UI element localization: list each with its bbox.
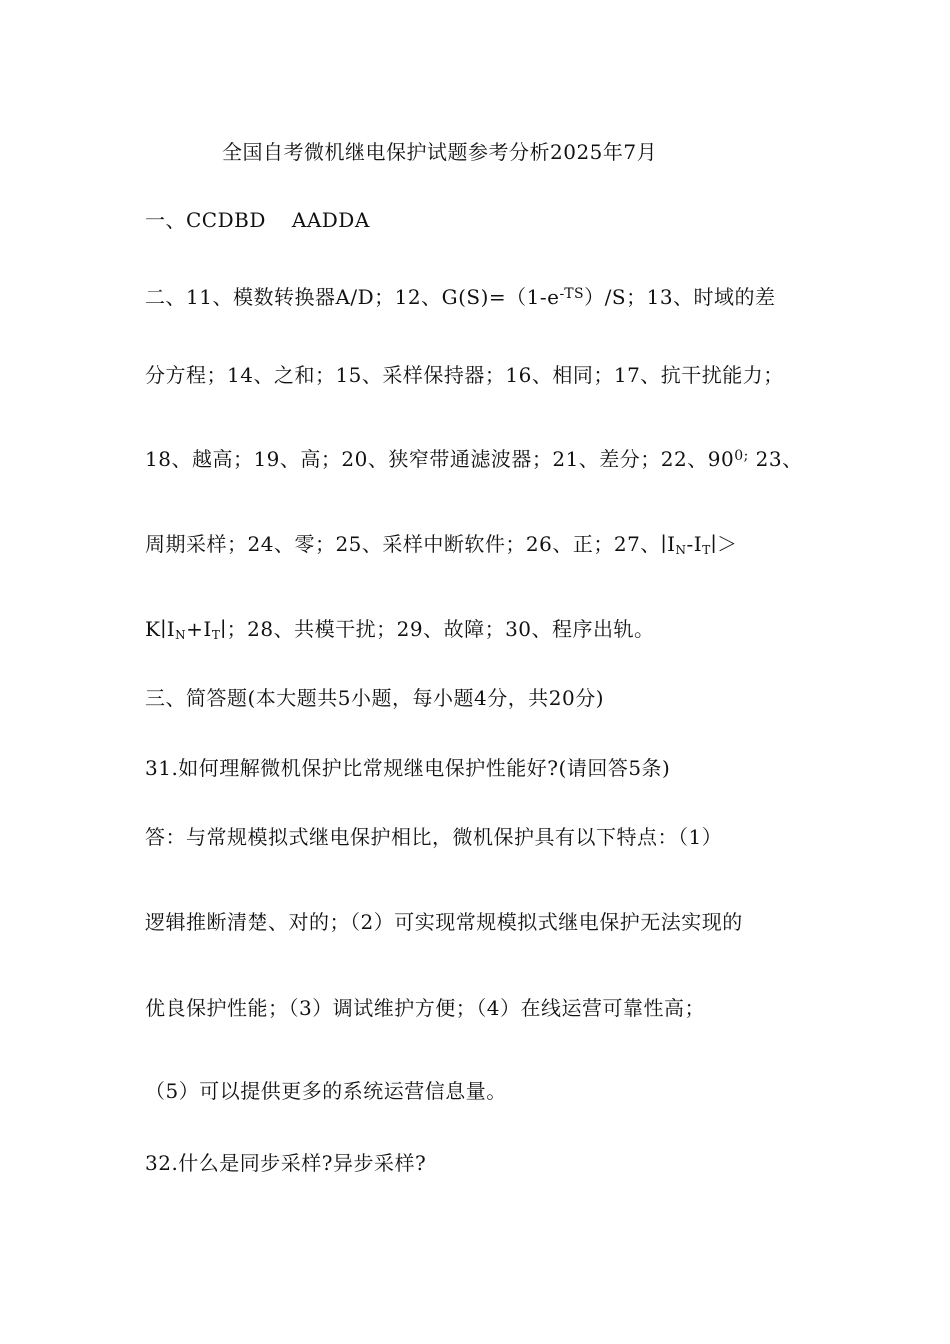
section1-answers xyxy=(145,206,370,234)
section2-line-4-text-a: 周期采样；24、零；25、采样中断软件；26、正；27、∣I xyxy=(145,532,676,556)
section1-answers-group2: AADDA xyxy=(291,208,370,232)
subscript-n: N xyxy=(175,628,187,642)
answer-31-line-2: 逻辑推断清楚、对的；（2）可实现常规模拟式继电保护无法实现的 xyxy=(145,910,743,934)
section2-line-1 xyxy=(145,283,776,314)
section3-heading: 三、简答题(本大题共5小题，每小题4分，共20分) xyxy=(145,686,605,710)
exponent-superscript: -TS xyxy=(559,286,585,302)
section2-line-4-text-b: -I xyxy=(686,532,703,556)
section2-line-5 xyxy=(145,615,655,646)
subscript-t: T xyxy=(702,543,711,557)
section2-line-1-text-a: 二、11、模数转换器A/D；12、G(S)=（1-e xyxy=(145,285,560,309)
degree-superscript: 0; xyxy=(734,448,749,464)
document-title: 全国自考微机继电保护试题参考分析2025年7月 xyxy=(222,140,658,164)
subscript-t: T xyxy=(211,628,221,642)
subscript-n: N xyxy=(675,543,687,557)
section2-line-4-text-c: ∣＞ xyxy=(710,532,738,556)
section2-line-3 xyxy=(145,445,803,476)
section2-line-2: 分方程；14、之和；15、采样保持器；16、相同；17、抗干扰能力； xyxy=(145,363,784,387)
section1-label: 一、CCDBD xyxy=(145,208,266,232)
section2-line-3-text-b: 23、 xyxy=(748,447,803,471)
section2-line-5-text-a: K∣I xyxy=(145,617,176,641)
answer-31-line-3: 优良保护性能；（3）调试维护方便；（4）在线运营可靠性高； xyxy=(145,996,705,1020)
question-32: 32.什么是同步采样?异步采样? xyxy=(145,1151,427,1175)
section2-line-1-text-b: ）/S；13、时域的差 xyxy=(584,285,776,309)
question-31: 31.如何理解微机保护比常规继电保护性能好?(请回答5条) xyxy=(145,756,671,780)
answer-31-line-4: （5）可以提供更多的系统运营信息量。 xyxy=(145,1079,507,1103)
section2-line-5-text-b: +I xyxy=(186,617,212,641)
answer-31-line-1: 答：与常规模拟式继电保护相比，微机保护具有以下特点：（1） xyxy=(145,825,723,849)
section2-line-5-text-c: ∣；28、共模干扰；29、故障；30、程序出轨。 xyxy=(220,617,655,641)
section2-line-3-text-a: 18、越高；19、高；20、狭窄带通滤波器；21、差分；22、90 xyxy=(145,447,735,471)
section2-line-4 xyxy=(145,530,738,561)
